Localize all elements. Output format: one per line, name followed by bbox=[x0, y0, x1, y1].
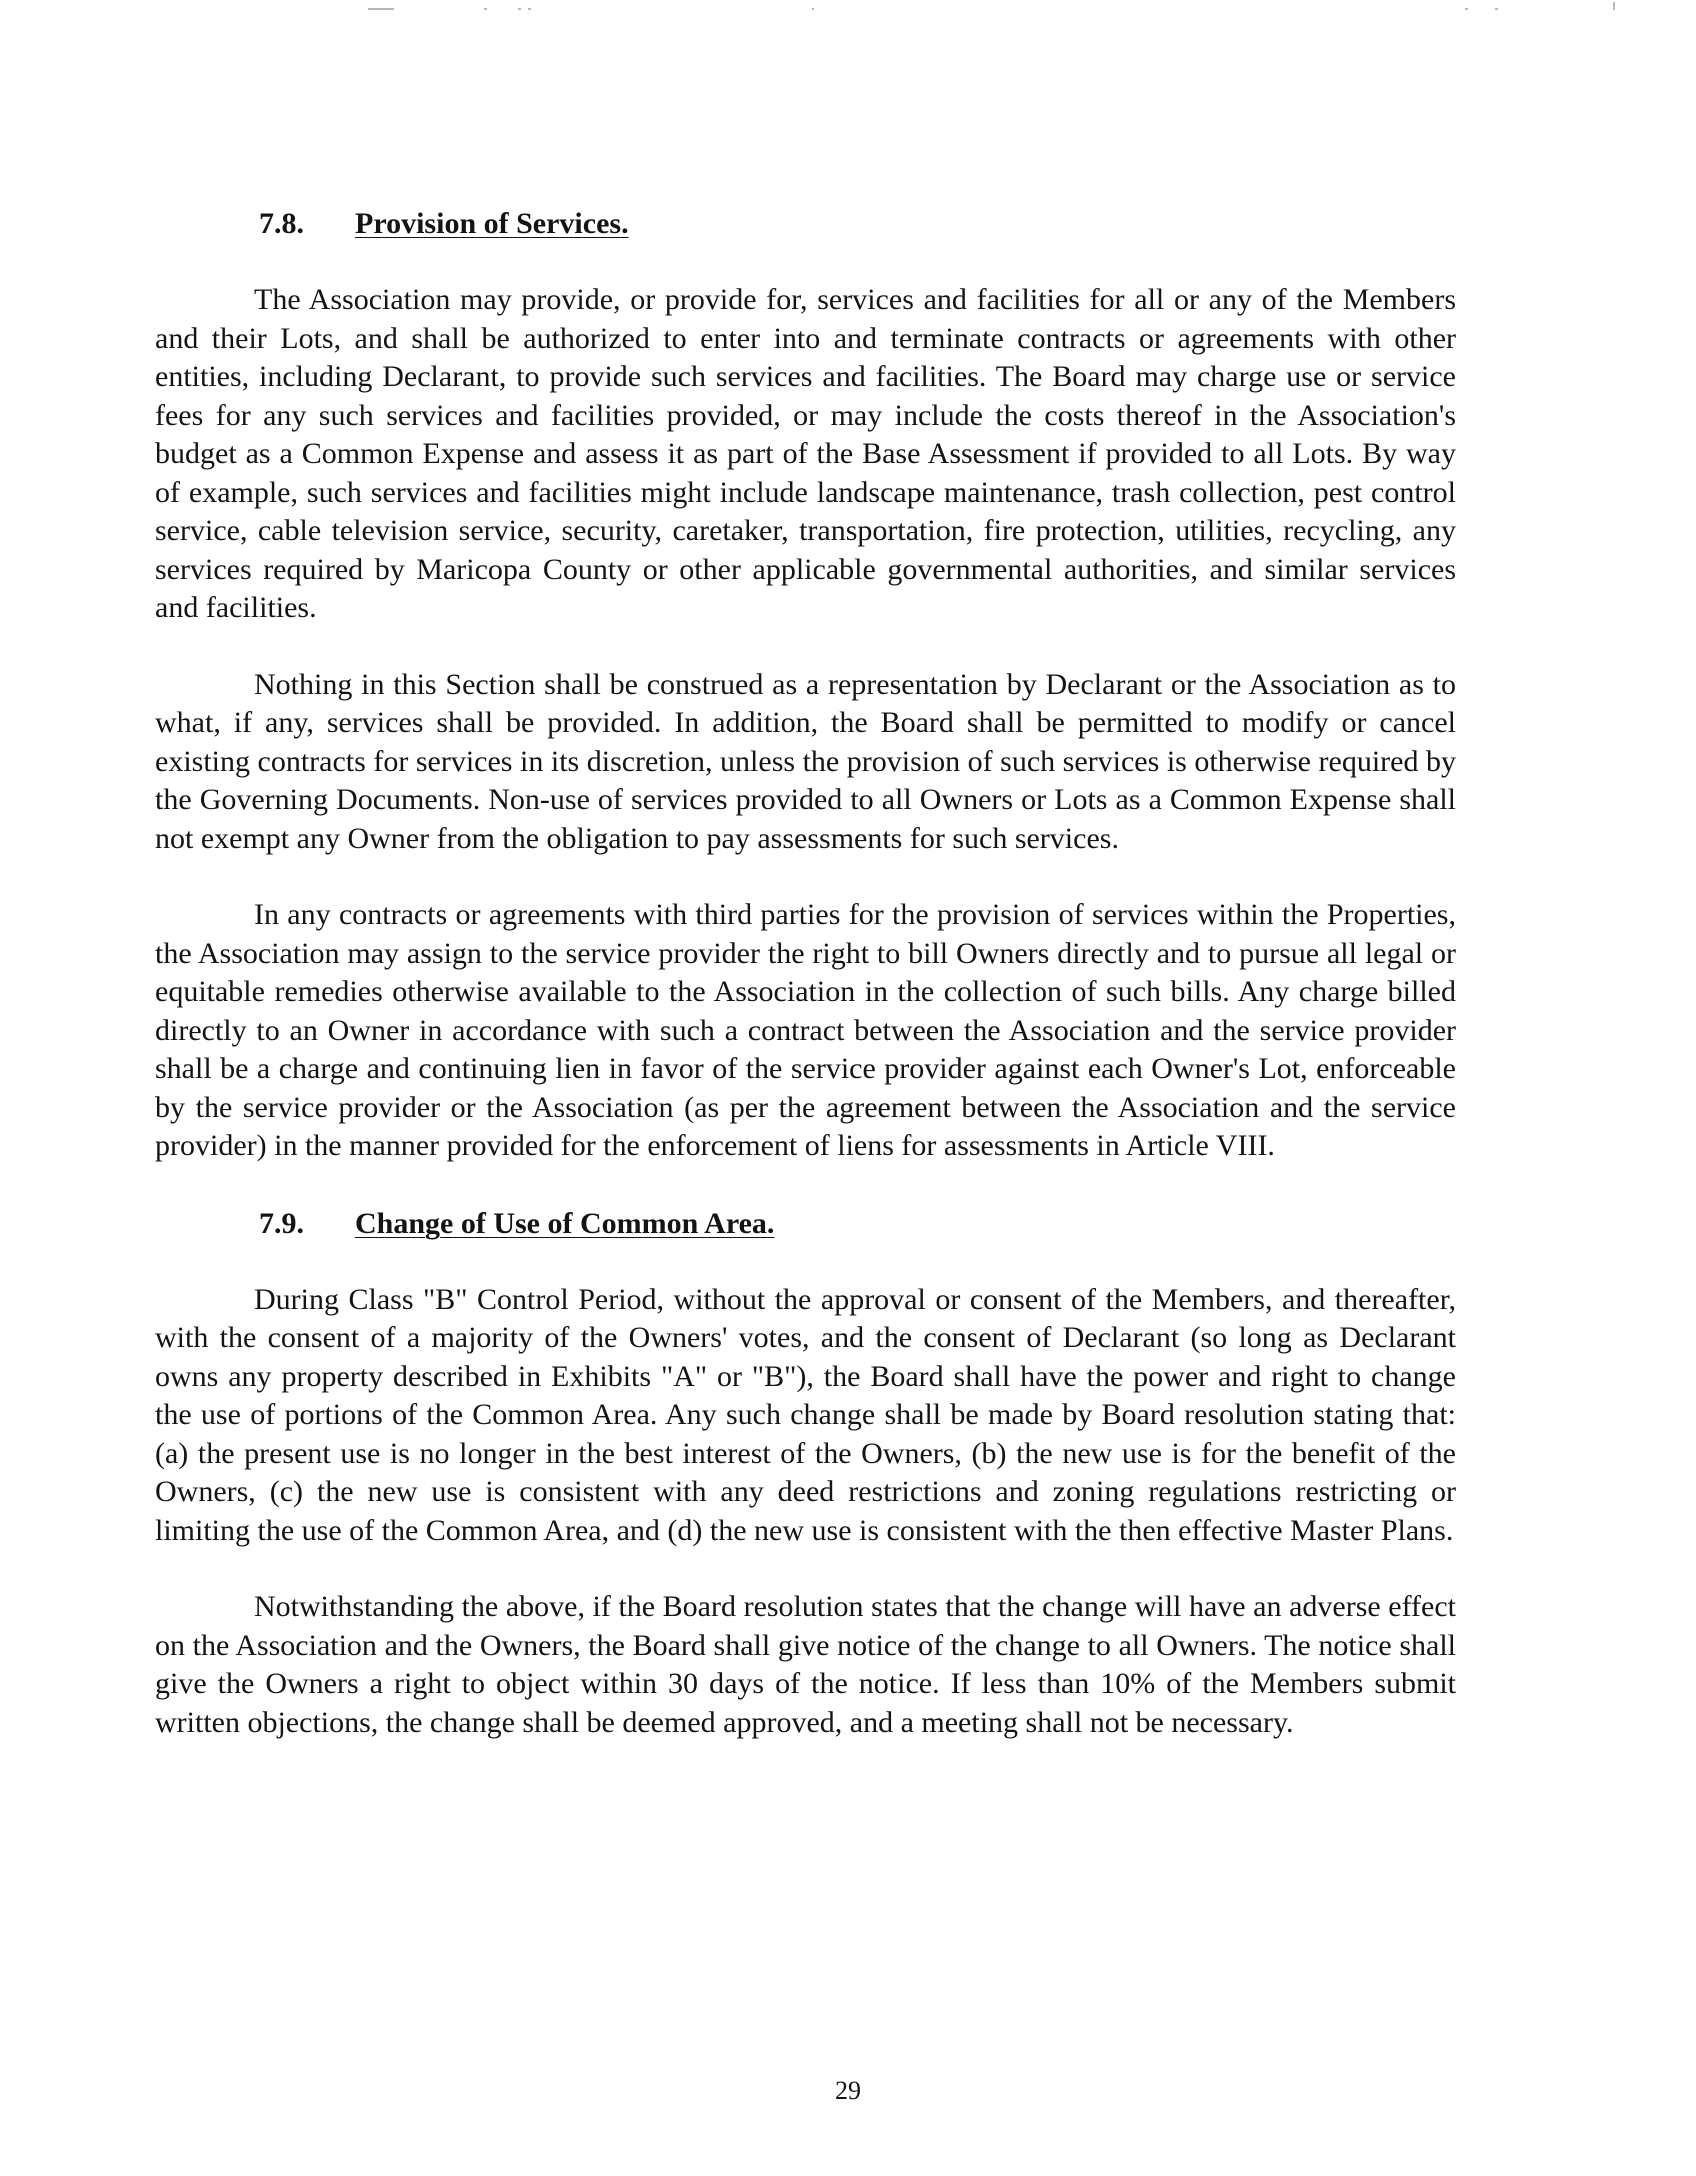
scan-mark bbox=[368, 8, 394, 10]
section-heading bbox=[155, 1204, 1456, 1244]
scan-mark bbox=[1495, 8, 1498, 10]
paragraph: The Association may provide, or provide for, services and facilities for all or any of the Members and their Lots, and shall be authorized to enter into and terminate contracts or agreements with other entities, including Declarant, to provide such services and facilities. The Board may charge use or service fees for any such services and facilities provided, or may include the costs thereof in the Association's budget as a Common Expense and assess it as part of the Base Assessment if provided to all Lots. By way of example, such services and facilities might include landscape maintenance, trash collection, pest control service, cable television service, security, caretaker, transportation, fire protection, utilities, recycling, any services required by Maricopa County or other applicable governmental authorities, and similar services and facilities. bbox=[155, 283, 1456, 624]
paragraph: During Class "B" Control Period, without the approval or consent of the Members, and thereafter, with the consent of a majority of the Owners' votes, and the consent of Declarant (so long as Declarant owns any property described in Exhibits "A" or "B"), the Board shall have the power and right to change the use of portions of the Common Area. Any such change shall be made by Board resolution stating that: (a) the present use is no longer in the best interest of the Owners, (b) the new use is for the benefit of the Owners, (c) the new use is consistent with any deed restrictions and zoning regulations restricting or limiting the use of the Common Area, and (d) the new use is consistent with the then effective Master Plans. bbox=[155, 1282, 1456, 1547]
scan-mark bbox=[484, 8, 487, 10]
paragraph: Nothing in this Section shall be construed as a representation by Declarant or the Association as to what, if any, services shall be provided. In addition, the Board shall be permitted to modify or cancel existing contracts for services in its discretion, unless the provision of such services is otherwise required by the Governing Documents. Non-use of services provided to all Owners or Lots as a Common Expense shall not exempt any Owner from the obligation to pay assessments for such services. bbox=[155, 667, 1456, 855]
paragraph: In any contracts or agreements with third parties for the provision of services within the Properties, the Association may assign to the service provider the right to bill Owners directly and to pursue all legal or equitable remedies otherwise available to the Association in the collection of such bills. Any charge billed directly to an Owner in accordance with such a contract between the Association and the service provider shall be a charge and continuing lien in favor of the service provider against each Owner's Lot, enforceable by the service provider or the Association (as per the agreement between the Association and the service provider) in the manner provided for the enforcement of liens for assessments in Article VIII. bbox=[155, 898, 1456, 1162]
scan-mark bbox=[528, 8, 531, 10]
page-number: 29 bbox=[835, 2076, 861, 2105]
document-body bbox=[155, 204, 1456, 1780]
paragraph: Notwithstanding the above, if the Board resolution states that the change will have an adverse effect on the Association and the Owners, the Board shall give notice of the change to all Owners. The notice shall give the Owners a right to object within 30 days of the notice. If less than 10% of the Members submit written objections, the change shall be deemed approved, and a meeting shall not be necessary. bbox=[155, 1590, 1456, 1739]
scan-mark bbox=[518, 8, 521, 10]
scan-mark bbox=[1465, 8, 1468, 10]
scan-mark bbox=[1613, 2, 1615, 10]
section-7-9 bbox=[155, 1204, 1456, 1743]
section-title: Provision of Services. bbox=[355, 207, 629, 240]
section-title: Change of Use of Common Area. bbox=[355, 1206, 775, 1240]
section-number: 7.8. bbox=[259, 207, 304, 240]
scan-mark bbox=[812, 8, 814, 10]
section-heading bbox=[155, 204, 1456, 244]
section-7-8 bbox=[155, 204, 1456, 1166]
scan-edge-marks bbox=[0, 0, 1696, 20]
section-number: 7.9. bbox=[259, 1206, 304, 1240]
